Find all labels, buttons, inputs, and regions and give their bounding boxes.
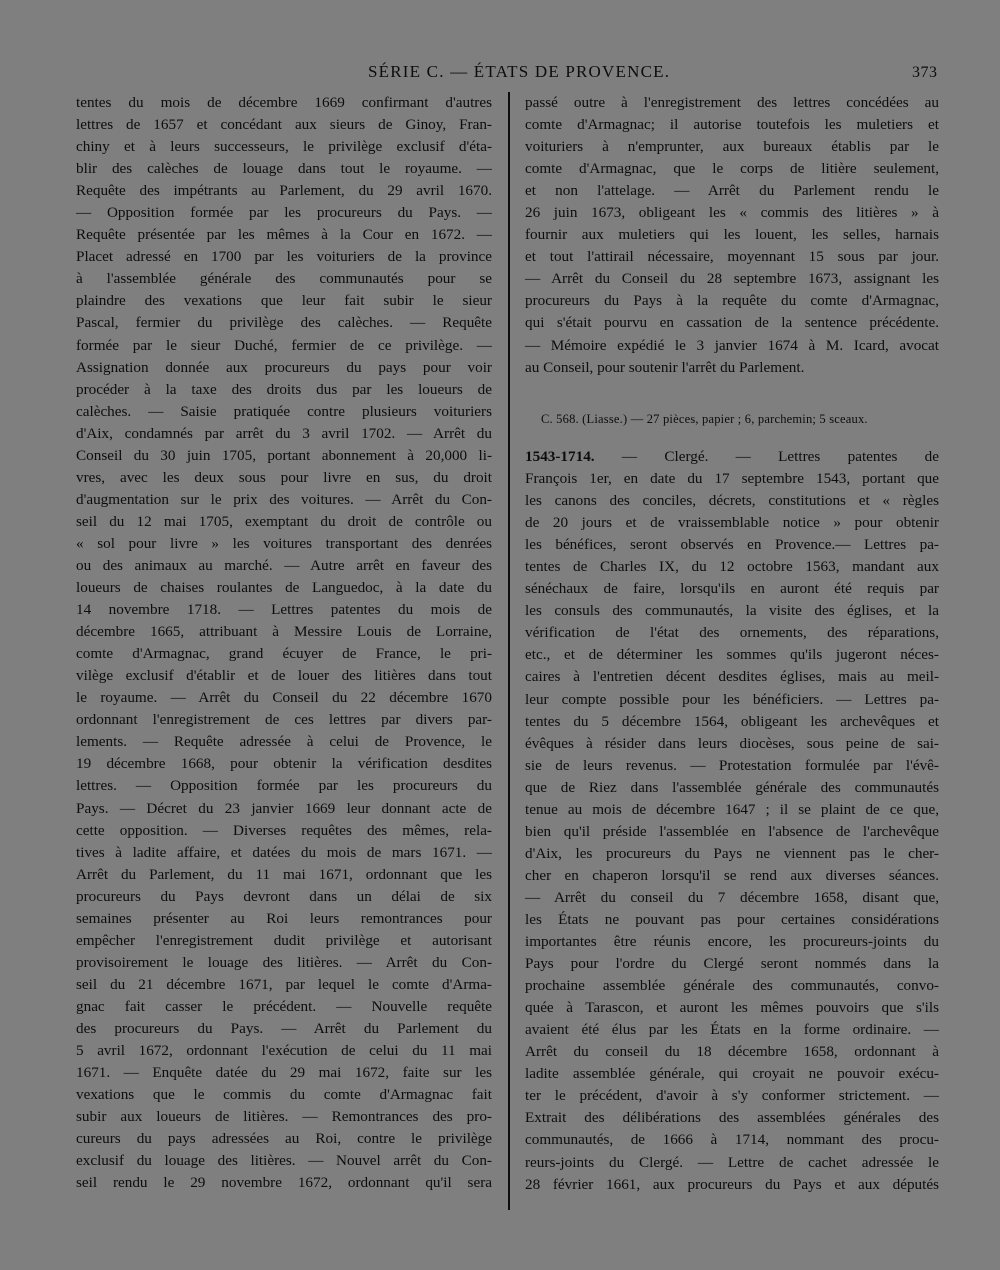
text-line: lettres. — Opposition formée par les procureurs du — [76, 777, 492, 795]
text-line: le royaume. — Arrêt du Conseil du 22 décembre 1670 — [76, 689, 492, 707]
text-line: ordonnant l'enregistrement de ces lettres par divers par- — [76, 711, 492, 729]
text-line: évêques à résider dans leurs diocèses, sous peine de sai- — [525, 734, 939, 752]
page-number: 373 — [912, 64, 938, 81]
text-line: Assignation donnée aux procureurs du pays pour voir — [76, 358, 492, 376]
text-line: ou des animaux au marché. — Autre arrêt en faveur des — [76, 556, 492, 574]
text-line: de 20 jours et de vraissemblable notice » pour obtenir — [525, 514, 939, 532]
text-line: importantes être réunis encore, les procureurs-joints du — [525, 933, 939, 951]
text-line: Placet adressé en 1700 par les voituriers de la province — [76, 248, 492, 266]
entry-dates: 1543-1714. — [525, 448, 595, 465]
text-line: seil du 21 décembre 1671, par lequel le comte d'Arma- — [76, 975, 492, 993]
text-line: tives à ladite affaire, et datées du mois de mars 1671. — — [76, 843, 492, 861]
text-line: tentes de Charles IX, du 12 octobre 1563, mandant aux — [525, 558, 939, 576]
text-line: 14 novembre 1718. — Lettres patentes du mois de — [76, 601, 492, 619]
text-line: procureurs du Pays devront dans un délai de six — [76, 887, 492, 905]
entry-heading-line — [525, 446, 939, 468]
text-line: 5 avril 1672, ordonnant l'exécution de celui du 11 mai — [76, 1042, 492, 1060]
text-line: exclusif du louage des litières. — Nouvel arrêt du Con- — [76, 1152, 492, 1170]
text-line: tentes du 5 décembre 1564, obligeant les archevêques et — [525, 712, 939, 730]
text-line: les canons des conciles, décrets, constitutions et « règles — [525, 492, 939, 510]
text-line: Pays pour l'ordre du Clergé seront nommés dans la — [525, 955, 939, 973]
entry-heading-rest: — Clergé. — Lettres patentes de — [594, 448, 939, 465]
text-line: leur compte possible pour les bénéficiers. — Lettres pa- — [525, 690, 939, 708]
right-column-top — [525, 92, 939, 379]
text-line: Pascal, fermier du privilège des calèches. — Requête — [76, 314, 492, 332]
text-line: « sol pour livre » les voitures transportant des denrées — [76, 534, 492, 552]
text-line: procéder à la taxe des droits dus par les loueurs de — [76, 380, 492, 398]
text-line: 28 février 1661, aux procureurs du Pays et aux députés — [525, 1175, 939, 1193]
text-line: cureurs du pays adressées au Roi, contre le privilège — [76, 1130, 492, 1148]
text-line: — Arrêt du Conseil du 28 septembre 1673, assignant les — [525, 270, 939, 288]
text-line: loueurs de chaises roulantes de Languedoc, à la date du — [76, 579, 492, 597]
column-rule — [508, 92, 510, 1210]
text-line: vexations que le commis du comte d'Armagnac fait — [76, 1086, 492, 1104]
text-line: provisoirement le louage des litières. — Arrêt du Con- — [76, 953, 492, 971]
text-line: blir des calèches de louage dans tout le royaume. — — [76, 160, 492, 178]
text-line: comte d'Armagnac; il autorise toutefois les muletiers et — [525, 116, 939, 134]
text-line: vérification de l'état des ornements, des réparations, — [525, 624, 939, 642]
text-line: lements. — Requête adressée à celui de Provence, le — [76, 733, 492, 751]
text-line: et tout l'attirail nécessaire, moyennant 15 sous par jour. — [525, 248, 939, 266]
text-line: des procureurs du Pays. — Arrêt du Parlement du — [76, 1019, 492, 1037]
text-line: et non l'attelage. — Arrêt du Parlement rendu le — [525, 182, 939, 200]
text-line: avaient été élus par les États en la forme ordinaire. — — [525, 1021, 939, 1039]
text-line: François 1er, en date du 17 septembre 1543, portant que — [525, 470, 939, 488]
text-line: sénéchaux de faire, lorsqu'ils en auront été requis par — [525, 580, 939, 598]
text-line: Pays. — Décret du 23 janvier 1669 leur donnant acte de — [76, 799, 492, 817]
text-line: reurs-joints du Clergé. — Lettre de cachet adressée le — [525, 1153, 939, 1171]
text-line: 19 décembre 1668, pour obtenir la vérification desdites — [76, 755, 492, 773]
text-line: 26 juin 1673, obligeant les « commis des litières » à — [525, 204, 939, 222]
text-line: communautés, de 1666 à 1714, nommant des procu- — [525, 1131, 939, 1149]
text-line: fournir aux muletiers qui les louent, les selles, harnais — [525, 226, 939, 244]
text-line: comte d'Armagnac, grand écuyer de France, le pri- — [76, 645, 492, 663]
text-line: cher en chaperon lorsqu'il se rend aux diverses séances. — [525, 866, 939, 884]
text-line: à l'assemblée générale des communautés pour se — [76, 270, 492, 288]
text-line: empêcher l'enregistrement dudit privilège et autorisant — [76, 931, 492, 949]
text-line: procureurs du Pays à la requête du comte d'Armagnac, — [525, 292, 939, 310]
text-line: au Conseil, pour soutenir l'arrêt du Parlement. — [525, 358, 805, 376]
text-line: 1671. — Enquête datée du 29 mai 1672, faite sur les — [76, 1064, 492, 1082]
text-line: quée à Tarascon, et auront les mêmes pouvoirs que s'ils — [525, 999, 939, 1017]
text-line: d'augmentation sur le prix des voitures. — Arrêt du Con- — [76, 490, 492, 508]
text-line: ladite assemblée générale, qui croyait ne pouvoir exécu- — [525, 1065, 939, 1083]
text-line: que de Riez dans l'assemblée générale des communautés — [525, 778, 939, 796]
text-line: les bénéfices, seront observés en Provence.— Lettres pa- — [525, 536, 939, 554]
text-line: Arrêt du conseil du 18 décembre 1658, ordonnant à — [525, 1043, 939, 1061]
text-line: prochaine assemblée générale des communautés, convo- — [525, 977, 939, 995]
text-line: tentes du mois de décembre 1669 confirmant d'autres — [76, 94, 492, 111]
text-line: sie de leurs revenus. — Protestation formulée par l'évê- — [525, 756, 939, 774]
text-line: vilège exclusif d'établir et de louer des litières dans tout — [76, 667, 492, 685]
text-line: d'Aix, les procureurs du Pays ne viennent pas le cher- — [525, 844, 939, 862]
text-line: les consuls des communautés, la visite des églises, et la — [525, 602, 939, 620]
text-line: Arrêt du Parlement, du 11 mai 1671, ordonnant que les — [76, 865, 492, 883]
inventory-note: C. 568. (Liasse.) — 27 pièces, papier ; 6, parchemin; 5 sceaux. — [541, 412, 868, 426]
text-line: — Mémoire expédié le 3 janvier 1674 à M. Icard, avocat — [525, 336, 939, 354]
text-line: — Arrêt du conseil du 7 décembre 1658, disant que, — [525, 888, 939, 906]
text-line: caires à l'entretien décent desdites églises, mais au meil- — [525, 668, 939, 686]
text-line: décembre 1665, attribuant à Messire Louis de Lorraine, — [76, 623, 492, 641]
right-column-bottom — [525, 446, 939, 1196]
left-column — [76, 92, 492, 1194]
text-line: seil du 12 mai 1705, exemptant du droit de contrôle ou — [76, 512, 492, 530]
text-line: Conseil du 30 juin 1705, portant abonnement à 20,000 li- — [76, 446, 492, 464]
text-line: d'Aix, condamnés par arrêt du 3 avril 1702. — Arrêt du — [76, 424, 492, 442]
text-line: calèches. — Saisie pratiquée contre plusieurs voituriers — [76, 402, 492, 420]
text-line: passé outre à l'enregistrement des lettres concédées au — [525, 94, 939, 111]
text-line: comte d'Armagnac, que le corps de litière seulement, — [525, 160, 939, 178]
text-line: etc., et de déterminer les sommes qu'ils jugeront néces- — [525, 646, 939, 664]
text-line: les États ne pouvant pas pour certaines considérations — [525, 910, 939, 928]
text-line: Requête des impétrants au Parlement, du 29 avril 1670. — [76, 182, 492, 200]
text-line: subir aux loueurs de litières. — Remontrances des pro- — [76, 1108, 492, 1126]
text-line: Extrait des délibérations des assemblées générales des — [525, 1109, 939, 1127]
text-line: Requête présentée par les mêmes à la Cour en 1672. — — [76, 226, 492, 244]
text-line: gnac fait casser le précédent. — Nouvelle requête — [76, 997, 492, 1015]
text-line: chiny et à leurs successeurs, le privilège exclusif d'éta- — [76, 138, 492, 156]
text-line: bien qu'il préside l'assemblée en l'absence de l'archevêque — [525, 822, 939, 840]
text-line: qui s'était pourvu en cassation de la sentence précédente. — [525, 314, 939, 332]
text-line: vres, avec les deux sous pour livre en sus, du droit — [76, 468, 492, 486]
text-line: ter le précédent, d'avoir à s'y conformer strictement. — — [525, 1087, 939, 1105]
text-line: formée par le sieur Duché, fermier de ce privilège. — — [76, 336, 492, 354]
text-line: voituriers à n'emprunter, aux bureaux établis par le — [525, 138, 939, 156]
text-line: lettres de 1657 et concédant aux sieurs de Ginoy, Fran- — [76, 116, 492, 134]
text-line: — Opposition formée par les procureurs du Pays. — — [76, 204, 492, 222]
running-title: SÉRIE C. — ÉTATS DE PROVENCE. — [368, 62, 671, 81]
text-line: plaindre des vexations que leur fait subir le sieur — [76, 292, 492, 310]
text-line: seil rendu le 29 novembre 1672, ordonnant qu'il sera — [76, 1174, 492, 1192]
text-line: cette opposition. — Diverses requêtes des mêmes, rela- — [76, 821, 492, 839]
text-line: semaines présenter au Roi leurs remontrances pour — [76, 909, 492, 927]
page-header — [0, 60, 1000, 88]
text-line: tenue au mois de décembre 1647 ; il se plaint de ce que, — [525, 800, 939, 818]
